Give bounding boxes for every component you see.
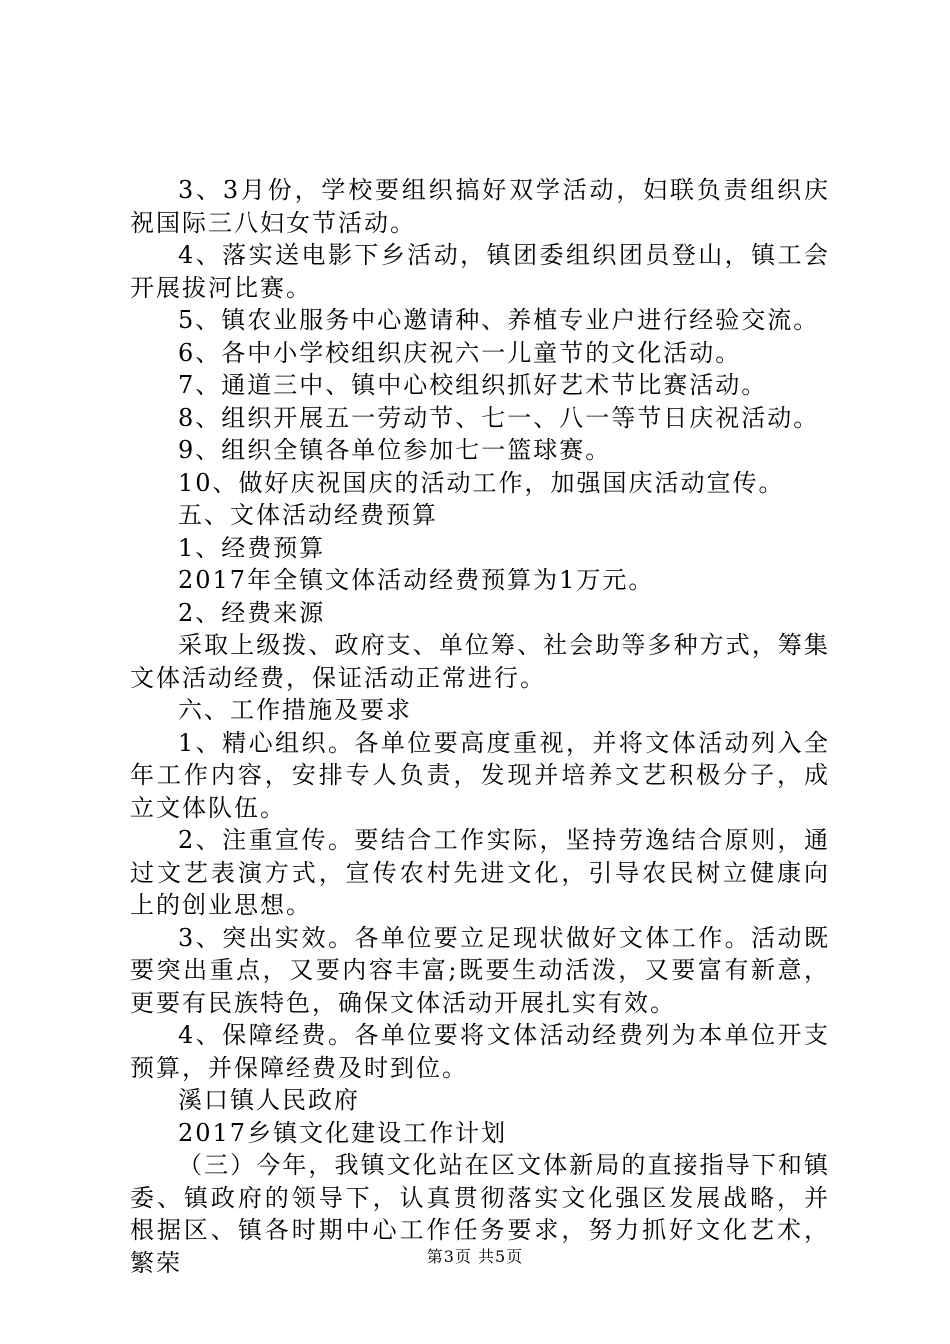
subsection-heading: 2、经费来源 <box>178 598 326 627</box>
document-body <box>130 174 830 1279</box>
paragraph: 8、组织开展五一劳动节、七一、八一等节日庆祝活动。 <box>178 403 820 432</box>
page-indicator: 第3页 共5页 <box>426 1247 524 1266</box>
section-heading: 六、工作措施及要求 <box>178 696 412 724</box>
paragraph: 4、保障经费。各单位要将文体活动经费列为本单位开支预算，并保障经费及时到位。 <box>130 1021 830 1082</box>
paragraph: 采取上级拨、政府支、单位筹、社会助等多种方式，筹集文体活动经费，保证活动正常进行。 <box>130 631 830 692</box>
paragraph: 10、做好庆祝国庆的活动工作，加强国庆活动宣传。 <box>178 468 785 497</box>
paragraph: 5、镇农业服务中心邀请种、养植专业户进行经验交流。 <box>178 306 820 334</box>
paragraph: 1、精心组织。各单位要高度重视，并将文体活动列入全年工作内容，安排专人负责，发现并培养文艺积极分子，成立文体队伍。 <box>130 728 830 822</box>
paragraph: 2017年全镇文体活动经费预算为1万元。 <box>178 566 655 594</box>
subsection-heading: 1、经费预算 <box>178 533 326 562</box>
paragraph: 3、3月份，学校要组织搞好双学活动，妇联负责组织庆祝国际三八妇女节活动。 <box>130 176 830 237</box>
signature-line: 溪口镇人民政府 <box>178 1086 360 1114</box>
section-heading: 五、文体活动经费预算 <box>178 501 438 529</box>
paragraph: 3、突出实效。各单位要立足现状做好文体工作。活动既要突出重点，又要内容丰富;既要生动活泼，又要富有新意，更要有民族特色，确保文体活动开展扎实有效。 <box>130 923 830 1017</box>
paragraph: 6、各中小学校组织庆祝六一儿童节的文化活动。 <box>178 338 742 367</box>
paragraph: 9、组织全镇各单位参加七一篮球赛。 <box>178 436 612 464</box>
paragraph: 7、通道三中、镇中心校组织抓好艺术节比赛活动。 <box>178 371 768 399</box>
paragraph: 2、注重宣传。要结合工作实际，坚持劳逸结合原则，通过文艺表演方式，宣传农村先进文化，引导农民树立健康向上的创业思想。 <box>130 826 830 919</box>
document-title: 2017乡镇文化建设工作计划 <box>178 1118 508 1147</box>
paragraph: （三）今年，我镇文化站在区文体新局的直接指导下和镇委、镇政府的领导下，认真贯彻落实文化强区发展战略，并根据区、镇各时期中心工作任务要求，努力抓好文化艺术，繁荣 <box>130 1151 830 1277</box>
page-footer <box>0 1244 950 1267</box>
paragraph: 4、落实送电影下乡活动，镇团委组织团员登山，镇工会开展拔河比赛。 <box>130 241 830 302</box>
